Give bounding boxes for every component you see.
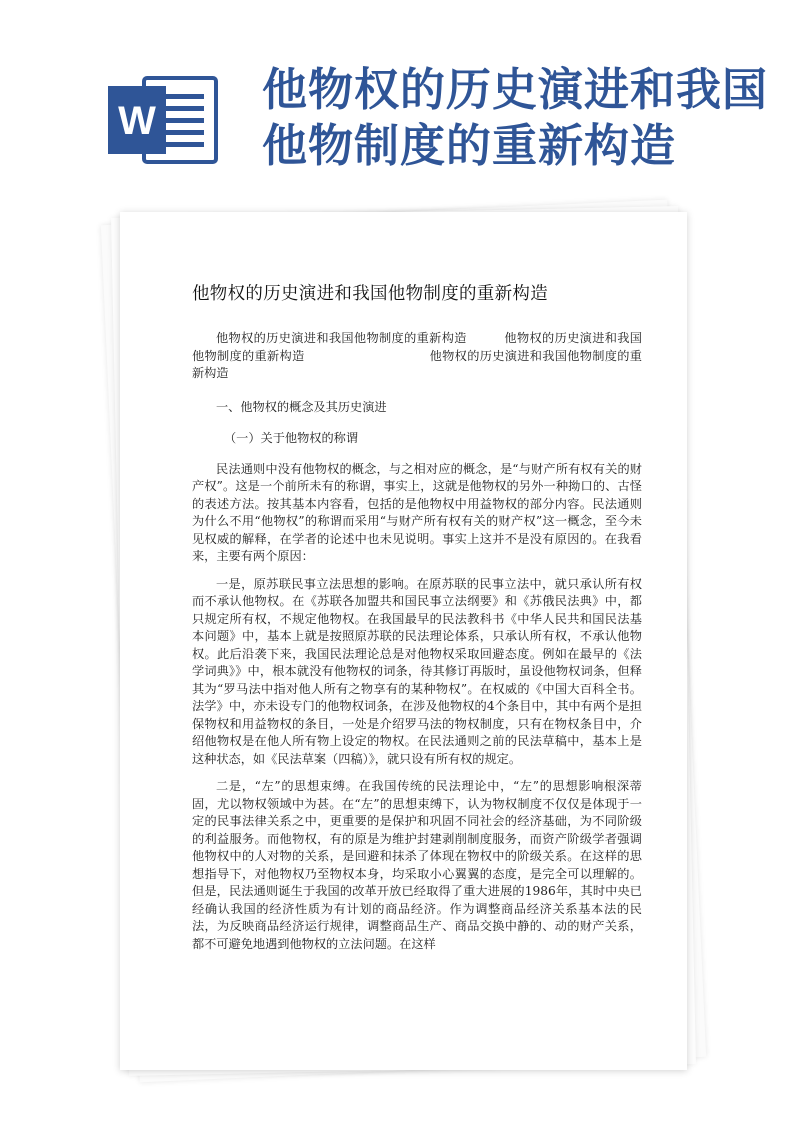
paragraph-2: 一是，原苏联民事立法思想的影响。在原苏联的民事立法中，就只承认所有权而不承认他物权。在《苏联各加盟共和国民事立法纲要》和《苏俄民法典》中，都只规定所有权，不规定他物权。在我国最早的民法教科书《中华人民共和国民法基本问题》中，基本上就是按照原苏联的民法理论体系，只承认所有权，不承认他物权。此后沿袭下来，我国民法理论总是对他物权采取回避态度。例如在最早的《法学词典》》中，根本就没有他物权的词条，待其修订再版时，虽设他物权词条，但释其为“罗马法中指对他人所有之物享有的某种物权”。在权威的《中国大百科全书。法学》中，亦未设专门的他物权词条，在涉及他物权的4个条目中，其中有两个是担保物权和用益物权的条目，一处是介绍罗马法的物权制度，只有在物权条目中，介绍他物权是在他人所有物上设定的物权。在民法通则之前的民法草稿中，基本上是这种状态，如《民法草案（四稿）》，就只设有所有权的规定。 bbox=[192, 576, 642, 766]
header-title: 他物权的历史演进和我国他物制度的重新构造 bbox=[262, 63, 769, 172]
word-icon-letter: W bbox=[118, 99, 156, 143]
paragraph-1: 民法通则中没有他物权的概念，与之相对应的概念，是“与财产所有权有关的财产权”。这是一个前所未有的称谓，事实上，这就是他物权的另外一种拗口的、古怪的表述方法。按其基本内容看，包括的是他物权中用益物权的部分内容。民法通则为什么不用“他物权”的称谓而采用“与财产所有权有关的财产权”这一概念，至今未见权威的解释，在学者的论述中也未见说明。事实上这并不是没有原因的。在我看来，主要有两个原因： bbox=[192, 461, 642, 563]
document-intro: 他物权的历史演进和我国他物制度的重新构造 他物权的历史演进和我国他物制度的重新构造 他物权的历史演进和我国他物制度的重新构造 bbox=[192, 331, 642, 380]
document-body bbox=[192, 226, 642, 953]
section-heading: 一、他物权的概念及其历史演进 bbox=[216, 399, 387, 414]
word-document-icon bbox=[104, 72, 224, 168]
paragraph-3: 二是，“左”的思想束缚。在我国传统的民法理论中，“左”的思想影响根深蒂固，尤以物权领域中为甚。在“左”的思想束缚下，认为物权制度不仅仅是体现于一定的民事法律关系之中，更重要的是保护和巩固不同社会的经济基础，为不同阶级的利益服务。而他物权，有的原是为维护封建剥削制度服务，而资产阶级学者强调他物权中的人对物的关系，是回避和抹杀了体现在物权中的阶级关系。在这样的思想指导下，对他物权乃至物权本身，均采取小心翼翼的态度，是完全可以理解的。但是，民法通则诞生于我国的改革开放已经取得了重大进展的1986年，其时中央已经确认我国的经济性质为有计划的商品经济。作为调整商品经济关系基本法的民法，为反映商品经济运行规律，调整商品生产、商品交换中静的、动的财产关系，都不可避免地遇到他物权的立法问题。在这样 bbox=[192, 779, 642, 951]
subsection-heading: （一）关于他物权的称谓 bbox=[224, 431, 359, 445]
document-title: 他物权的历史演进和我国他物制度的重新构造 bbox=[192, 284, 548, 304]
